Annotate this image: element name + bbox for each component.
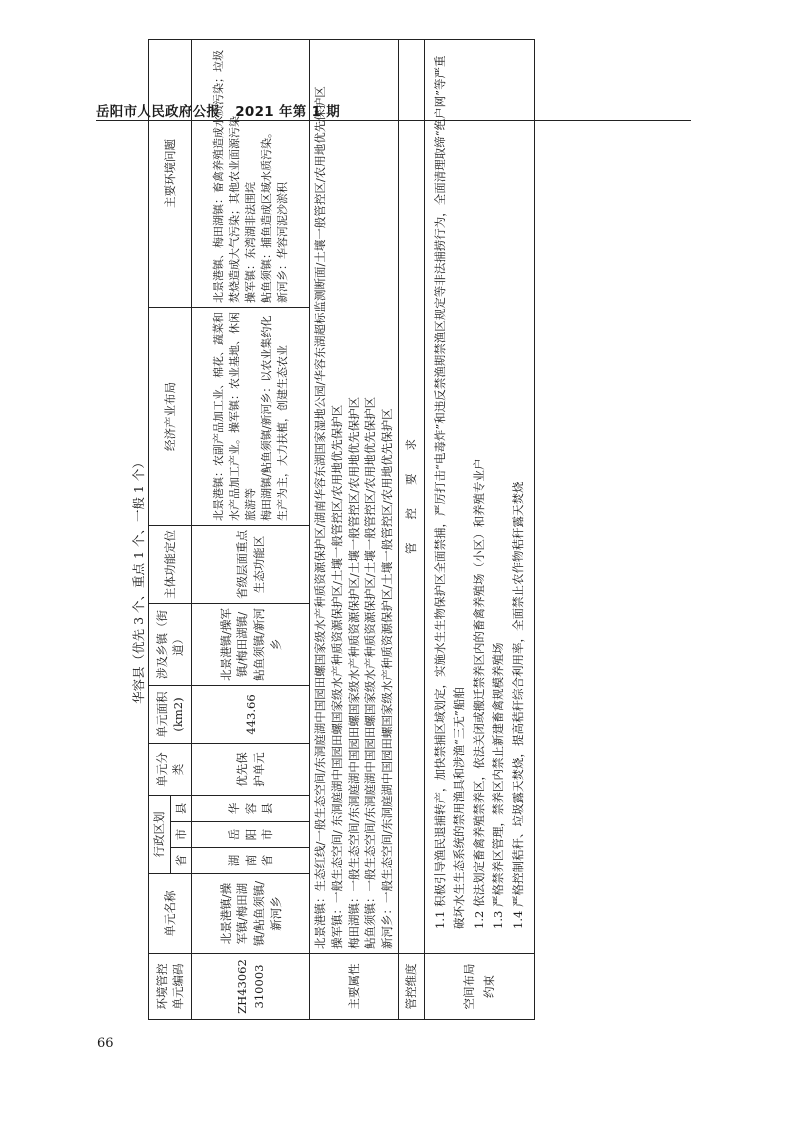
th-function: 主体功能定位 <box>149 525 192 603</box>
requirement-label: 管 控 要 求 <box>398 39 424 953</box>
zoning-table <box>148 39 535 1020</box>
th-name: 单元名称 <box>149 874 192 954</box>
data-row <box>192 39 310 1019</box>
attr-line: 新河乡：一般生态空间/东洞庭湖中国园田螺国家级水产种质资源保护区/土壤一般管控区/农用地优先保护区 <box>380 408 395 949</box>
cell-function: 省级层面重点生态功能区 <box>192 525 310 603</box>
cell-shi: 岳阳市 <box>192 822 310 848</box>
cell-towns: 北景港镇/操军镇/梅田湖镇/鲇鱼须镇/新河乡 <box>192 603 310 685</box>
header-issue: 2021 年第 1 期 <box>235 104 341 120</box>
dimension-row <box>398 39 424 1019</box>
th-category: 单元分类 <box>149 743 192 795</box>
requirement-item: 1.3 严格禁养区管理，禁养区内禁止新建畜禽规模养殖场 <box>491 642 506 929</box>
attr-line: 操军镇：一般生态空间/ 东洞庭湖中国园田螺国家级水产种质资源保护区/土壤一般管控区/农用地优先保护区 <box>330 404 345 949</box>
cell-name: 北景港镇/操军镇/梅田湖镇/鲇鱼须镇/新河乡 <box>192 874 310 954</box>
attr-line: 梅田湖镇：一般生态空间/东洞庭湖中国园田螺国家级水产种质资源保护区/土壤一般管控区/农用地优先保护区 <box>346 396 361 949</box>
table-caption: 华容县（优先 3 个、重点 1 个、一般 1 个） <box>131 456 146 704</box>
th-code: 环境管控单元编码 <box>149 954 192 1020</box>
th-admin: 行政区划 <box>149 795 171 873</box>
cell-code: ZH43062310003 <box>192 954 310 1020</box>
spatial-label: 空间布局约束 <box>424 954 535 1020</box>
th-sheng: 省 <box>170 848 192 874</box>
th-xian: 县 <box>170 795 192 821</box>
attr-label: 主要属性 <box>310 954 398 1020</box>
attributes-row <box>310 39 398 1019</box>
requirement-item: 1.4 严格控制秸秆、垃圾露天焚烧，提高秸秆综合利用率，全面禁止农作物秸秆露天焚烧 <box>510 481 525 929</box>
cell-area: 443.66 <box>192 685 310 743</box>
dimension-label: 管控维度 <box>398 954 424 1020</box>
header-title: 岳阳市人民政府公报 <box>96 104 221 120</box>
requirement-item: 1.2 依法划定畜禽养殖禁养区，依法关闭或搬迁禁养区内的畜禽养殖场（小区）和养殖专业户 <box>471 458 486 929</box>
page-number: 66 <box>97 1036 114 1051</box>
attr-line: 北景港镇：生态红线/一般生态空间/东洞庭湖中国园田螺国家级水产种质资源保护区/湖南华容东湖国家湿地公园/华容东湖超标监测断面/土壤一般管控区/农用地优先保护区 <box>313 86 328 949</box>
th-area: 单元面积(km2) <box>149 685 192 743</box>
th-issues: 主要环境问题 <box>149 39 192 307</box>
attr-line: 鲇鱼须镇：一般生态空间/东洞庭湖中国园田螺国家级水产种质资源保护区/土壤一般管控区/农用地优先保护区 <box>363 396 378 949</box>
th-towns: 涉及乡镇（街道） <box>149 603 192 685</box>
header-row-1 <box>149 39 171 1019</box>
th-shi: 市 <box>170 822 192 848</box>
cell-economy: 北景港镇：农副产品加工业、棉花、蔬菜和水产品加工产业。操军镇：农业基地、休闲旅游等 梅田湖镇/鲇鱼须镇/新河乡：以农业集约化生产为主，大力扶植，创建生态农业 <box>192 307 310 525</box>
attr-content <box>310 39 398 953</box>
th-economy: 经济产业布局 <box>149 307 192 525</box>
cell-sheng: 湖南省 <box>192 848 310 874</box>
requirement-item: 1.1 积极引导渔民退捕转产，加快禁捕区域划定，实施水生生物保护区全面禁捕，严厉打击“电毒炸”和违反禁渔期禁渔区规定等非法捕捞行为，全面清理取缔“绝户网”等严重破坏水生生态系统的禁用渔具和涉渔“三无”船舶 <box>432 55 467 929</box>
cell-category: 优先保护单元 <box>192 743 310 795</box>
requirements-content <box>424 39 535 953</box>
cell-issues: 北景港镇、梅田湖镇：畜禽养殖造成水质污染；垃圾焚烧造成大气污染；其他农业面源污染 操军镇：东湾湖非法围垸 鲇鱼须镇：捕鱼造成区域水质污染。 新河乡：华容河泥沙淤积 <box>192 39 310 307</box>
spatial-row <box>424 39 535 1019</box>
cell-xian: 华容县 <box>192 795 310 821</box>
